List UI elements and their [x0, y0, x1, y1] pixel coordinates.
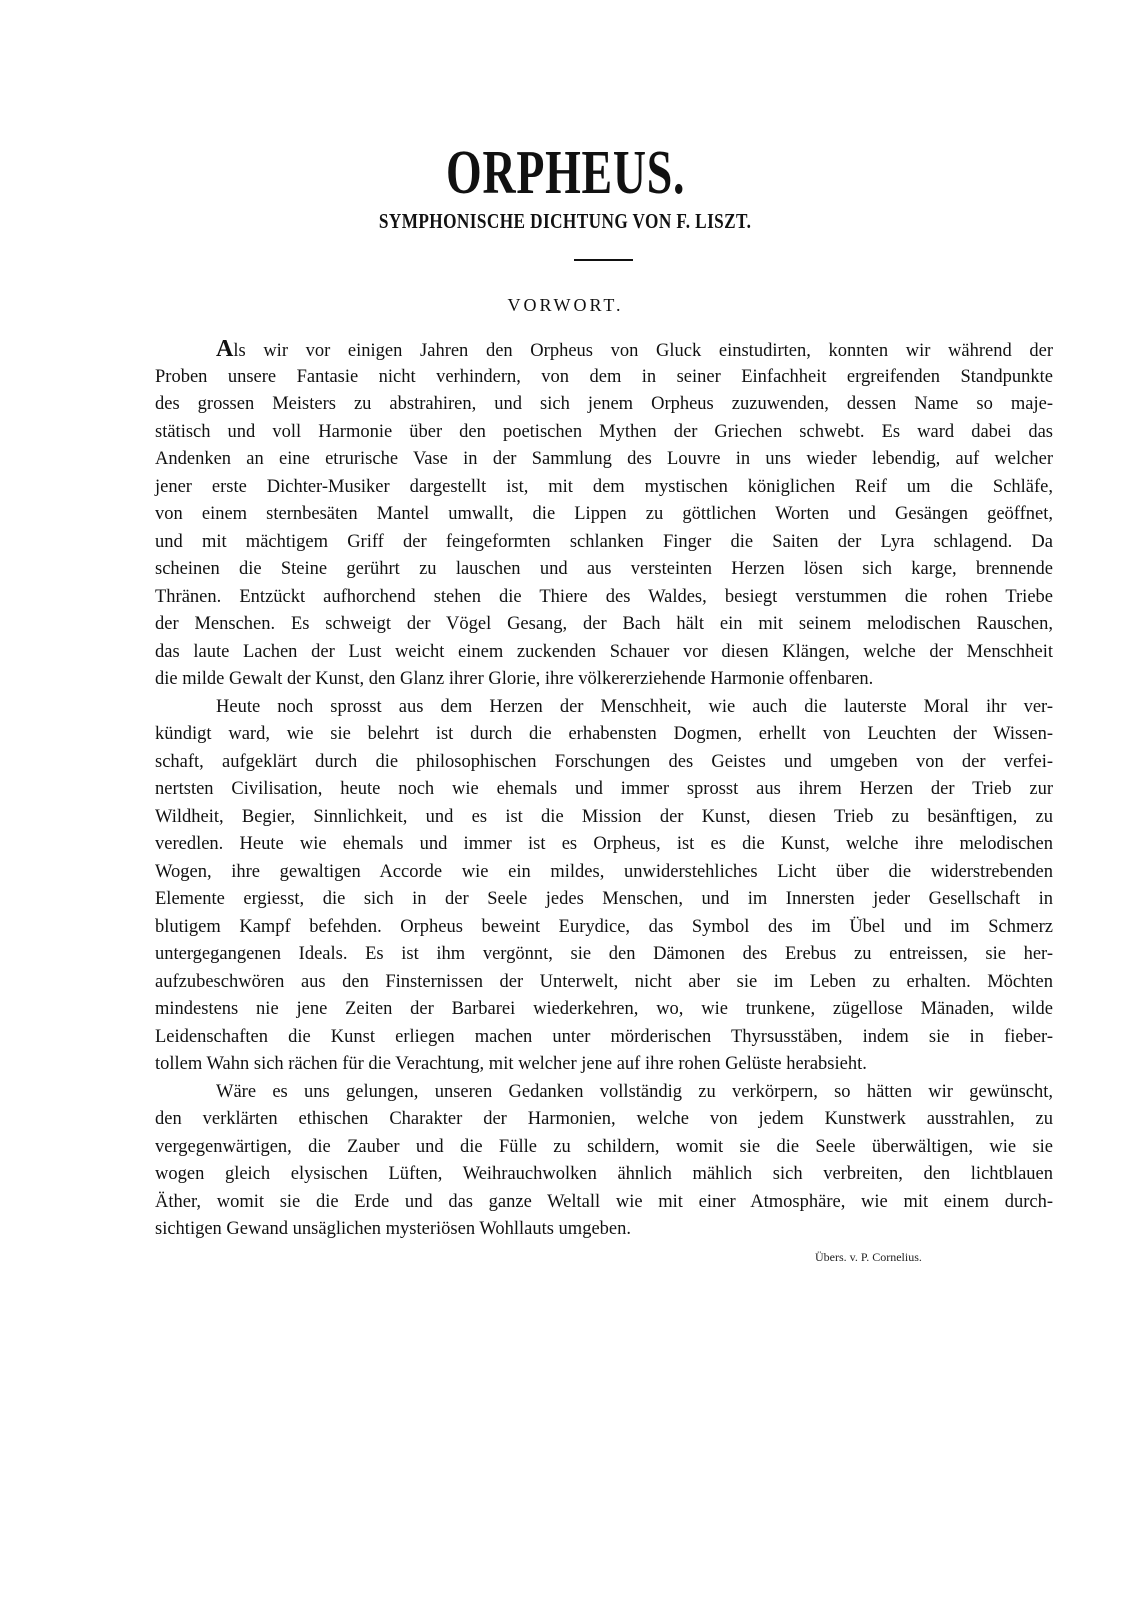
paragraph — [155, 694, 1053, 1079]
text-line: schaft, aufgeklärt durch die philosophischen Forschungen des Geistes und umgeben von der verfei- — [155, 751, 1053, 772]
text-line: veredlen. Heute wie ehemals und immer ist es Orpheus, ist es die Kunst, welche ihre melodischen — [155, 834, 1053, 854]
text-line: Wogen, ihre gewaltigen Accorde wie ein mildes, unwiderstehliches Licht über die widerstrebenden — [155, 861, 1053, 882]
subtitle — [0, 208, 1131, 234]
text-line: der Menschen. Es schweigt der Vögel Gesang, der Bach hält ein mit seinem melodischen Rauschen, — [155, 614, 1053, 634]
text-line: das laute Lachen der Lust weicht einem zuckenden Schauer vor diesen Klängen, welche der Menschheit — [155, 641, 1053, 662]
text-line: aufzubeschwören aus den Finsternissen der Unterwelt, nicht aber sie im Leben zu erhalten. Möchten — [155, 971, 1053, 992]
paragraph — [155, 1079, 1053, 1244]
text-line: den verklärten ethischen Charakter der Harmonien, welche von jedem Kunstwerk ausstrahlen, zu — [155, 1109, 1053, 1129]
text-line: Leidenschaften die Kunst erliegen machen unter mörderischen Thyrsusstäben, indem sie in fieber- — [155, 1026, 1053, 1047]
text-line: blutigem Kampf befehden. Orpheus beweint Eurydice, das Symbol des im Übel und im Schmerz — [155, 916, 1053, 937]
text-line: stätisch und voll Harmonie über den poetischen Mythen der Griechen schwebt. Es ward dabei das — [155, 421, 1053, 442]
text-line: mindestens nie jene Zeiten der Barbarei wiederkehren, wo, wie trunkene, zügellose Mänaden, wilde — [155, 999, 1053, 1019]
text-line: von einem sternbesäten Mantel umwallt, die Lippen zu göttlichen Worten und Gesängen geöffnet, — [155, 504, 1053, 524]
text-line: Äther, womit sie die Erde und das ganze Weltall wie mit einer Atmosphäre, wie mit einem durch- — [155, 1191, 1053, 1212]
text-line: und mit mächtigem Griff der feingeformten schlanken Finger die Saiten der Lyra schlagend. Da — [155, 531, 1053, 552]
text-line: Wildheit, Begier, Sinnlichkeit, und es ist die Mission der Kunst, diesen Trieb zu besänftigen, zu — [155, 806, 1053, 827]
text-line: die milde Gewalt der Kunst, den Glanz ihrer Glorie, ihre völkererziehende Harmonie offenbaren. — [155, 669, 874, 689]
text-line: des grossen Meisters zu abstrahiren, und sich jenem Orpheus zuzuwenden, dessen Name so maje- — [155, 394, 1053, 414]
translator-credit: Übers. v. P. Cornelius. — [815, 1250, 922, 1264]
text-line: Proben unsere Fantasie nicht verhindern, von dem in seiner Einfachheit ergreifenden Standpunkte — [155, 366, 1053, 387]
text-line: jener erste Dichter-Musiker dargestellt ist, mit dem mystischen königlichen Reif um die Schläfe, — [155, 476, 1053, 497]
text-line: Wäre es uns gelungen, unseren Gedanken vollständig zu verkörpern, so hätten wir gewünscht, — [216, 1081, 1053, 1102]
text-line: untergegangenen Ideals. Es ist ihm vergönnt, sie den Dämonen des Erebus zu entreissen, sie her- — [155, 944, 1053, 964]
text-line: sichtigen Gewand unsäglichen mysteriösen Wohllauts umgeben. — [155, 1219, 631, 1239]
text-line: tollem Wahn sich rächen für die Verachtung, mit welcher jene auf ihre rohen Gelüste herabsieht. — [155, 1054, 867, 1074]
divider-rule — [574, 259, 633, 261]
text-line: Heute noch sprosst aus dem Herzen der Menschheit, wie auch die lauterste Moral ihr ver- — [216, 696, 1053, 717]
initial-letter: A — [216, 336, 234, 362]
preface-body — [155, 336, 1053, 1244]
subtitle-text: SYMPHONISCHE DICHTUNG VON F. LISZT. — [379, 209, 752, 233]
text-line: kündigt ward, wie sie belehrt ist durch die erhabensten Dogmen, erhellt von Leuchten der Wissen- — [155, 724, 1053, 744]
text-line: Elemente ergiesst, die sich in der Seele jedes Menschen, und im Innersten jeder Gesellschaft in — [155, 889, 1053, 909]
title-text: ORPHEUS. — [445, 139, 686, 207]
section-heading: VORWORT. — [507, 295, 624, 315]
text-line: wogen gleich elysischen Lüften, Weihrauchwolken ähnlich mählich sich verbreiten, den lichtblauen — [155, 1164, 1053, 1184]
page-title — [0, 140, 1131, 206]
text-line: scheinen die Steine gerührt zu lauschen und aus versteinten Herzen lösen sich karge, brennende — [155, 559, 1053, 579]
text-line: Andenken an eine etrurische Vase in der Sammlung des Louvre in uns wieder lebendig, auf welcher — [155, 449, 1053, 469]
text-line: vergegenwärtigen, die Zauber und die Fülle zu schildern, womit sie die Seele überwältigen, wie sie — [155, 1136, 1053, 1157]
text-line: Als wir vor einigen Jahren den Orpheus von Gluck einstudirten, konnten wir während der — [216, 336, 1053, 362]
text-line: Thränen. Entzückt aufhorchend stehen die Thiere des Waldes, besiegt verstummen die rohen Triebe — [155, 586, 1053, 607]
text-line: nertsten Civilisation, heute noch wie ehemals und immer sprosst aus ihrem Herzen der Trieb zur — [155, 779, 1053, 799]
paragraph — [155, 336, 1053, 694]
